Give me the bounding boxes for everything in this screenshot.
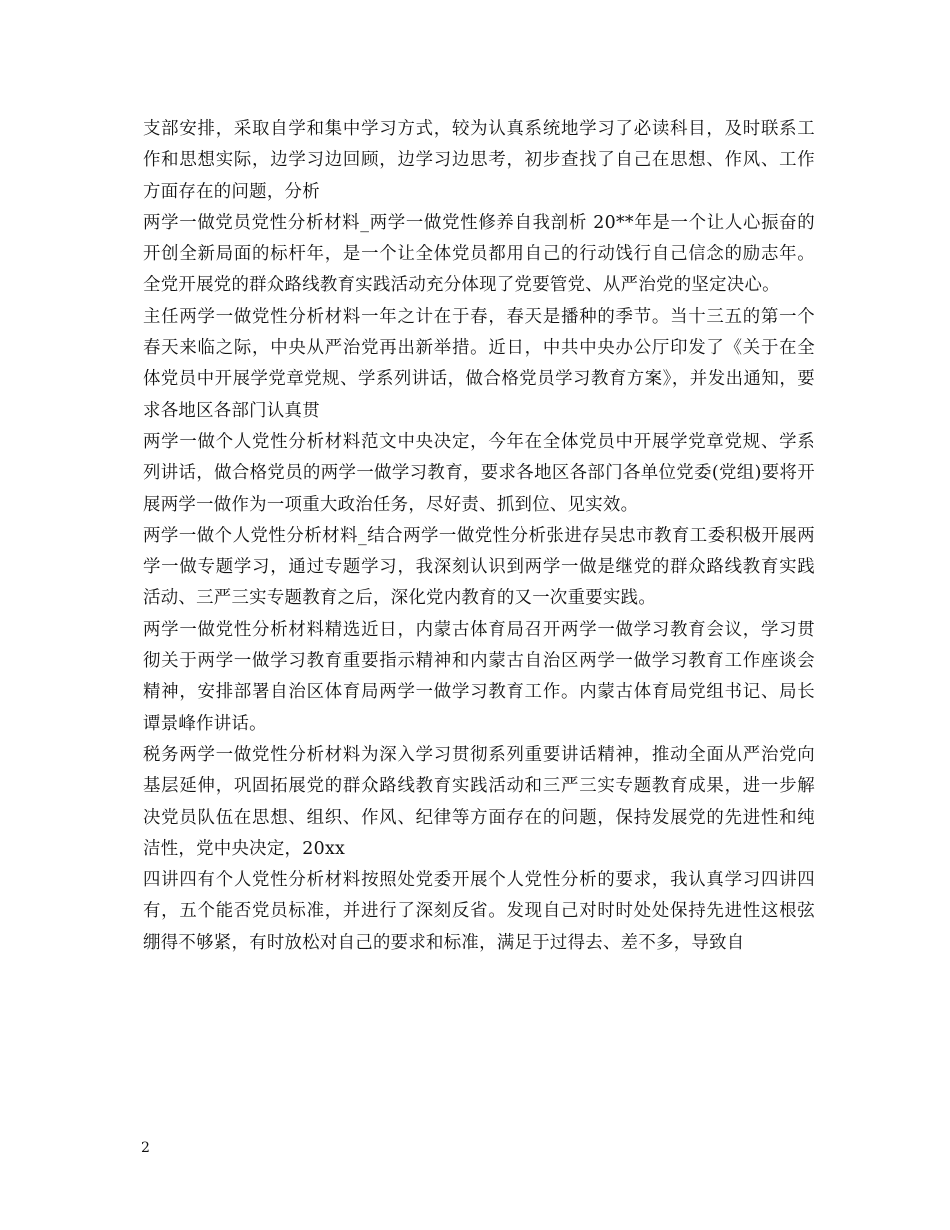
paragraph: 税务两学一做党性分析材料为深入学习贯彻系列重要讲话精神，推动全面从严治党向基层延伸，巩固拓展党的群众路线教育实践活动和三严三实专题教育成果，进一步解决党员队伍在思想、组织、作风、纪律等方面存在的问题，保持发展党的先进性和纯洁性，党中央决定，20xx xyxy=(143,744,815,859)
paragraph: 四讲四有个人党性分析材料按照处党委开展个人党性分析的要求，我认真学习四讲四有，五个能否党员标准，并进行了深刻反省。发现自己对时时处处保持先进性这根弦绷得不够紧，有时放松对自己的要求和标准，满足于过得去、差不多，导致自 xyxy=(143,870,815,953)
document-body xyxy=(143,114,815,959)
paragraph: 主任两学一做党性分析材料一年之计在于春，春天是播种的季节。当十三五的第一个春天来临之际，中央从严治党再出新举措。近日，中共中央办公厅印发了《关于在全体党员中开展学党章党规、学系列讲话，做合格党员学习教育方案》，并发出通知，要求各地区各部门认真贯 xyxy=(143,306,815,421)
paragraph: 两学一做个人党性分析材料_结合两学一做党性分析张进存吴忠市教育工委积极开展两学一做专题学习，通过专题学习，我深刻认识到两学一做是继党的群众路线教育实践活动、三严三实专题教育之后，深化党内教育的又一次重要实践。 xyxy=(143,525,815,609)
paragraph: 支部安排，采取自学和集中学习方式，较为认真系统地学习了必读科目，及时联系工作和思想实际，边学习边回顾，边学习边思考，初步查找了自己在思想、作风、工作方面存在的问题，分析 xyxy=(143,119,815,202)
paragraph: 两学一做个人党性分析材料范文中央决定，今年在全体党员中开展学党章党规、学系列讲话，做合格党员的两学一做学习教育，要求各地区各部门各单位党委(党组)要将开展两学一做作为一项重大政治任务，尽好责、抓到位、见实效。 xyxy=(143,431,815,515)
paragraph: 两学一做党性分析材料精选近日，内蒙古体育局召开两学一做学习教育会议，学习贯彻关于两学一做学习教育重要指示精神和内蒙古自治区两学一做学习教育工作座谈会精神，安排部署自治区体育局两学一做学习教育工作。内蒙古体育局党组书记、局长谭景峰作讲话。 xyxy=(143,619,815,734)
paragraph: 两学一做党员党性分析材料_两学一做党性修养自我剖析 20**年是一个让人心振奋的开创全新局面的标杆年，是一个让全体党员都用自己的行动饯行自己信念的励志年。全党开展党的群众路线教育实践活动充分体现了党要管党、从严治党的坚定决心。 xyxy=(143,212,815,296)
page-number: 2 xyxy=(141,1140,150,1156)
